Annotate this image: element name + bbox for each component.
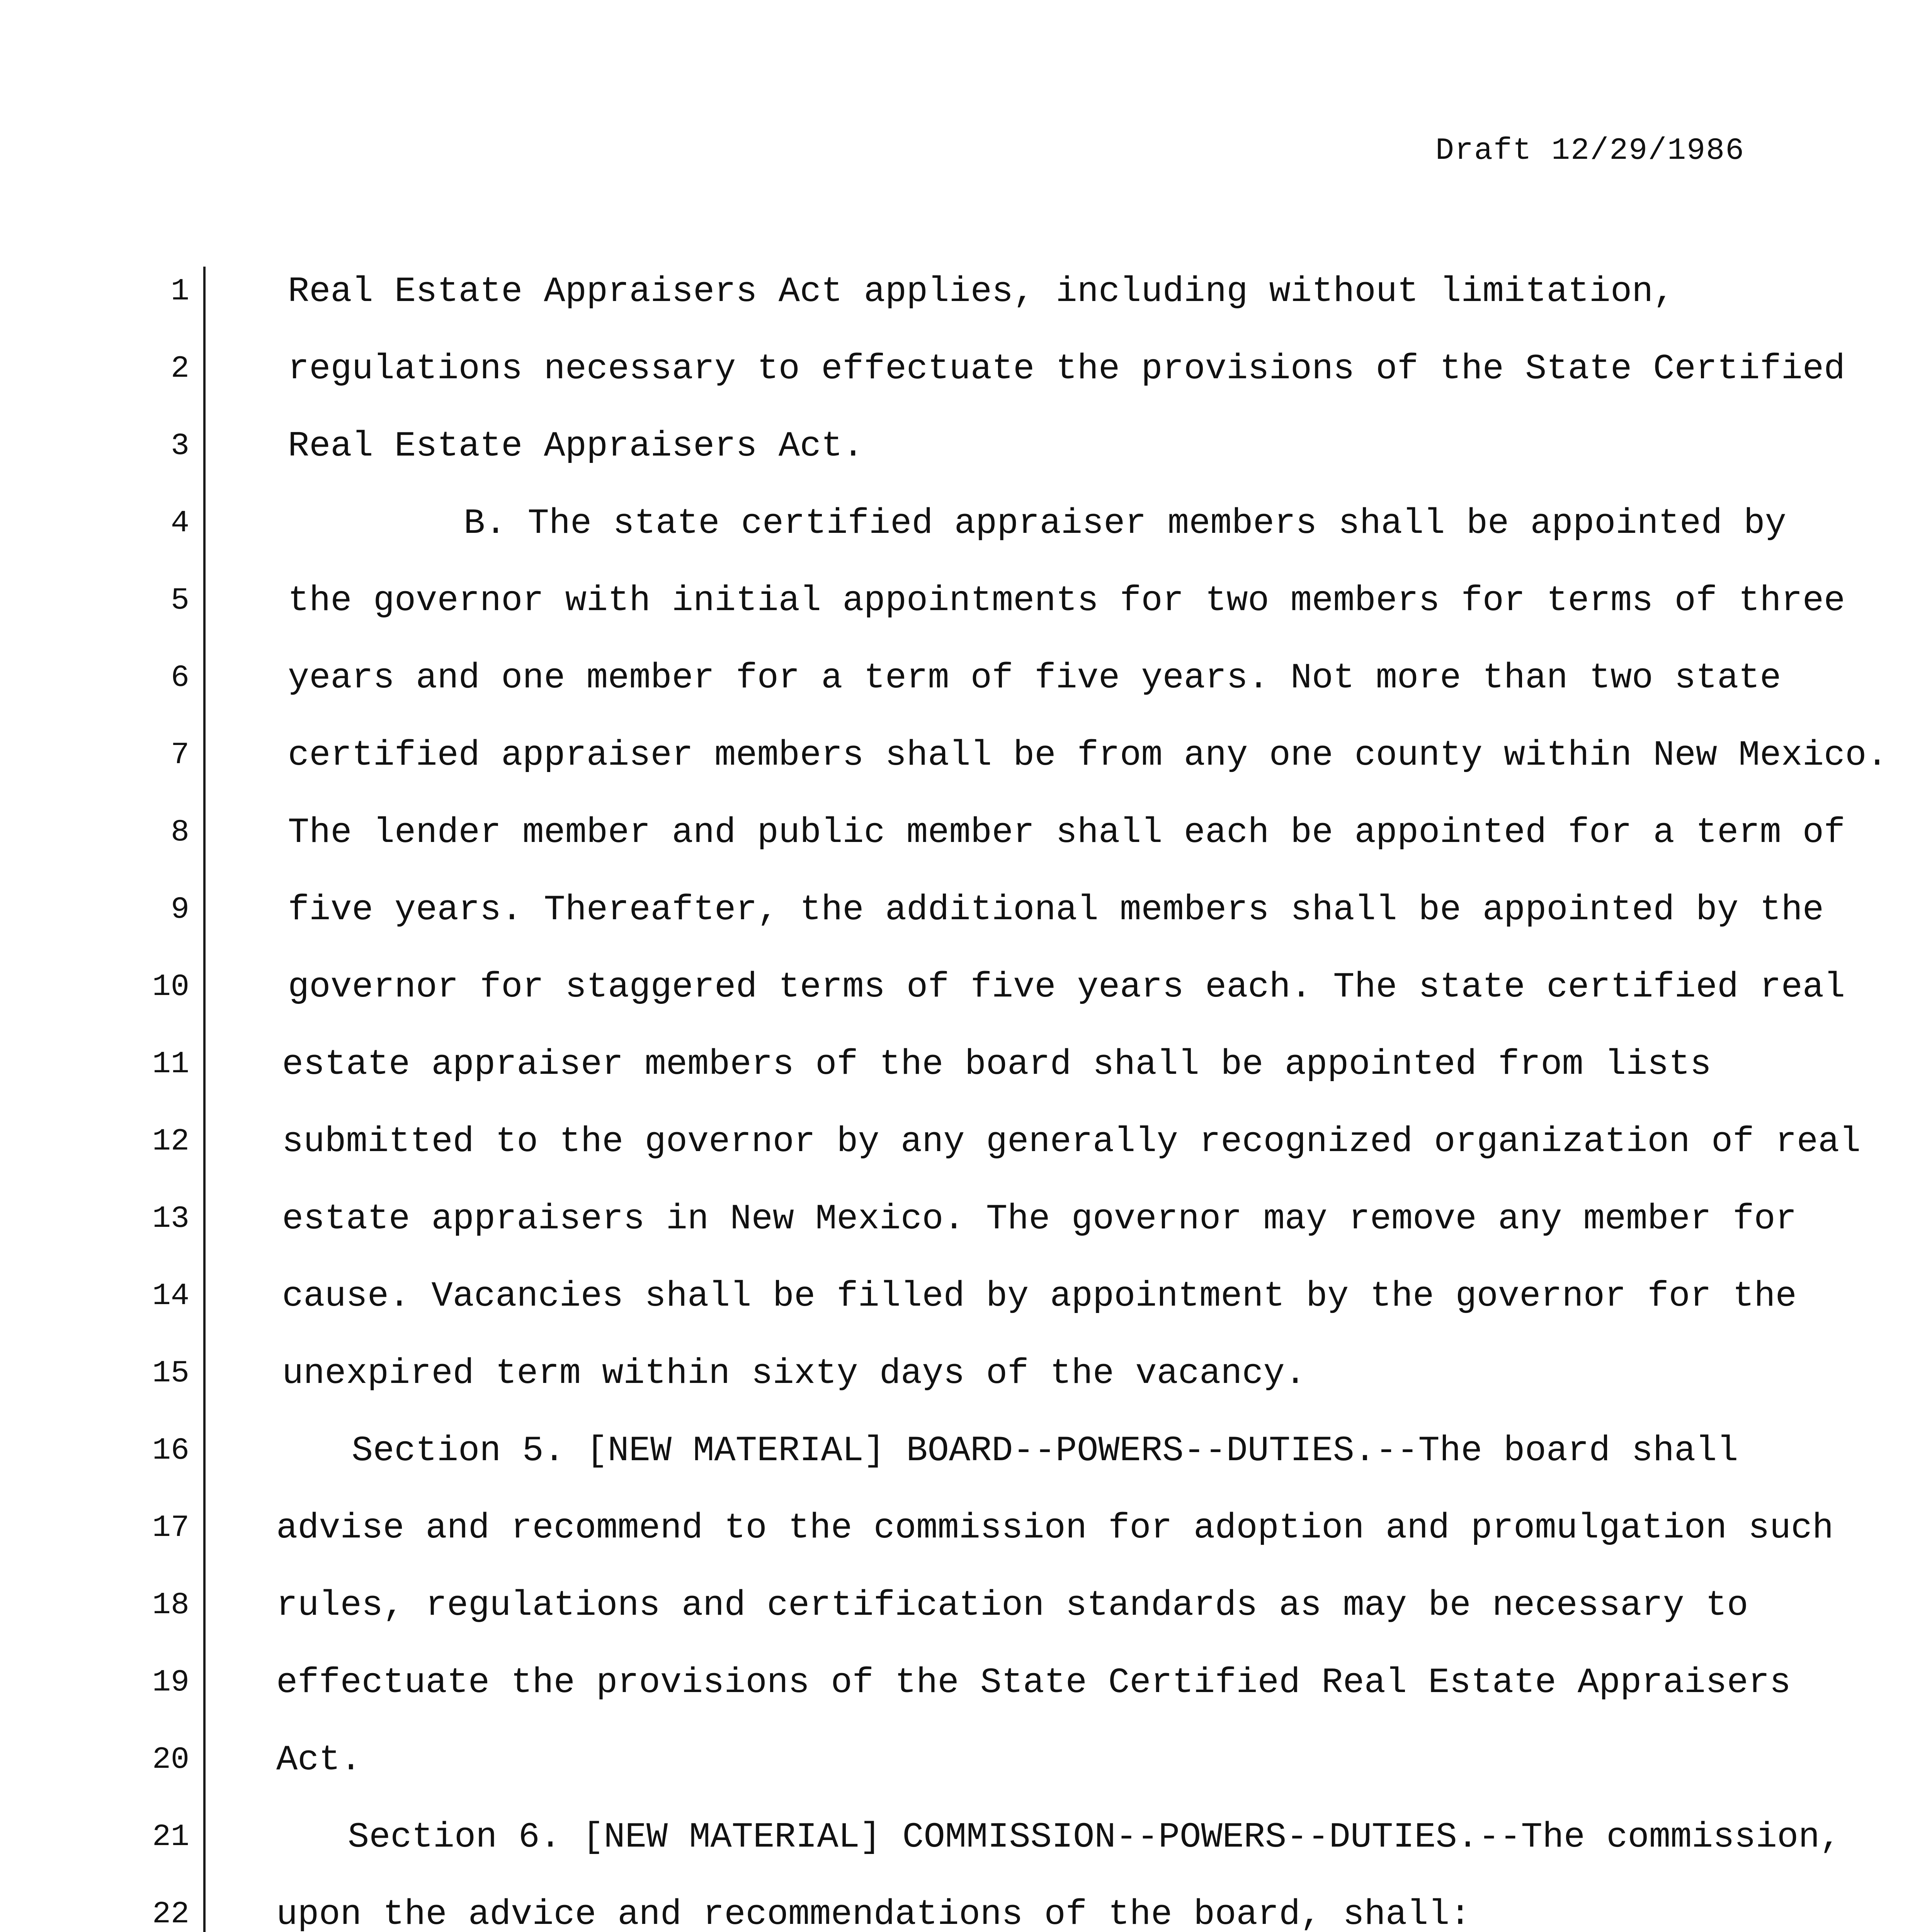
text-line: effectuate the provisions of the State Certified Real Estate Appraisers bbox=[276, 1662, 1791, 1703]
line-number: 4 bbox=[170, 506, 189, 541]
line-number: 21 bbox=[152, 1820, 189, 1855]
line-number: 19 bbox=[152, 1665, 189, 1700]
text-line: the governor with initial appointments for two members for terms of three bbox=[288, 580, 1845, 621]
text-line: submitted to the governor by any generally recognized organization of real bbox=[282, 1121, 1861, 1162]
text-line: Real Estate Appraisers Act applies, including without limitation, bbox=[288, 271, 1675, 312]
line-number: 1 bbox=[170, 274, 189, 309]
line-number: 7 bbox=[170, 738, 189, 773]
text-line: certified appraiser members shall be from any one county within New Mexico. bbox=[288, 735, 1888, 776]
text-line: advise and recommend to the commission for adoption and promulgation such bbox=[276, 1508, 1834, 1548]
line-number: 6 bbox=[170, 660, 189, 696]
line-number: 3 bbox=[170, 429, 189, 464]
text-line: regulations necessary to effectuate the provisions of the State Certified bbox=[288, 349, 1845, 389]
line-number: 16 bbox=[152, 1433, 189, 1468]
line-number: 9 bbox=[170, 892, 189, 927]
text-line: years and one member for a term of five years. Not more than two state bbox=[288, 658, 1781, 698]
line-number: 2 bbox=[170, 351, 189, 386]
line-number: 8 bbox=[170, 815, 189, 850]
text-line: Section 5. [NEW MATERIAL] BOARD--POWERS--DUTIES.--The board shall bbox=[352, 1430, 1738, 1471]
draft-date-header: Draft 12/29/1986 bbox=[1435, 133, 1745, 168]
line-number: 13 bbox=[152, 1201, 189, 1236]
text-line: five years. Thereafter, the additional members shall be appointed by the bbox=[288, 889, 1824, 930]
line-number: 17 bbox=[152, 1510, 189, 1546]
line-number: 14 bbox=[152, 1279, 189, 1314]
text-line: unexpired term within sixty days of the vacancy. bbox=[282, 1353, 1306, 1394]
line-number: 18 bbox=[152, 1588, 189, 1623]
line-number: 5 bbox=[170, 583, 189, 618]
line-number: 12 bbox=[152, 1124, 189, 1159]
line-number: 22 bbox=[152, 1897, 189, 1932]
line-number: 20 bbox=[152, 1742, 189, 1777]
text-line: Act. bbox=[276, 1740, 362, 1780]
text-line: Real Estate Appraisers Act. bbox=[288, 426, 864, 466]
text-line: rules, regulations and certification standards as may be necessary to bbox=[276, 1585, 1748, 1626]
text-line: upon the advice and recommendations of the board, shall: bbox=[276, 1894, 1471, 1932]
text-line: estate appraiser members of the board shall be appointed from lists bbox=[282, 1044, 1712, 1085]
text-line: governor for staggered terms of five years each. The state certified real bbox=[288, 967, 1845, 1007]
line-number: 10 bbox=[152, 969, 189, 1005]
text-line: The lender member and public member shall each be appointed for a term of bbox=[288, 812, 1845, 853]
line-number: 11 bbox=[152, 1047, 189, 1082]
text-line: estate appraisers in New Mexico. The governor may remove any member for bbox=[282, 1199, 1797, 1239]
text-line: B. The state certified appraiser members shall be appointed by bbox=[464, 503, 1786, 544]
text-line: cause. Vacancies shall be filled by appointment by the governor for the bbox=[282, 1276, 1797, 1316]
text-line: Section 6. [NEW MATERIAL] COMMISSION--POWERS--DUTIES.--The commission, bbox=[348, 1817, 1841, 1857]
line-number: 15 bbox=[152, 1356, 189, 1391]
